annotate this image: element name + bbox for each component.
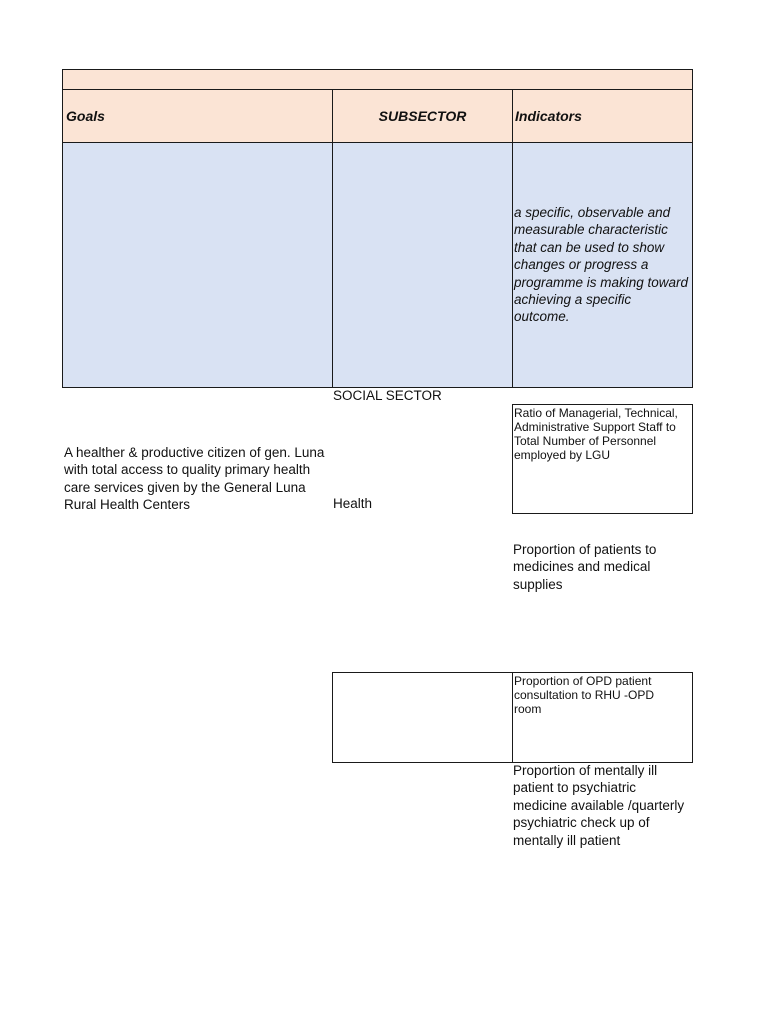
indicators-definition-text: a specific, observable and measurable characteristic that can be used to show changes or progress a programme is making toward achieving a specific outcome. [514, 205, 689, 325]
goals-definition-cell [62, 142, 333, 388]
table-title-row [62, 69, 693, 90]
empty-subsector-cell [332, 672, 513, 763]
subsector-definition-cell [332, 142, 513, 388]
goals-header [62, 89, 333, 143]
subsector-header [332, 89, 513, 143]
indicators-header-label: Indicators [515, 108, 582, 124]
goals-header-label: Goals [66, 108, 105, 124]
goal-text: A healther & productive citizen of gen. Luna with total access to quality primary health care services given by the General Luna Rural Health Centers [64, 445, 325, 513]
indicator-text-2: Proportion of patients to medicines and medical supplies [513, 542, 657, 592]
indicator-text-4: Proportion of mentally ill patient to psychiatric medicine available /quarterly psychiatric check up of mentally ill patient [513, 763, 685, 848]
indicators-definition-cell [512, 142, 693, 388]
indicator-text-1: Ratio of Managerial, Technical, Administrative Support Staff to Total Number of Personnel employed by LGU [514, 406, 678, 462]
subsector-health: Health [333, 496, 373, 511]
indicator-box-3 [512, 672, 693, 763]
subsector-header-label: SUBSECTOR [378, 108, 467, 124]
indicators-header [512, 89, 693, 143]
sector-label: SOCIAL SECTOR [333, 388, 442, 403]
indicator-text-3: Proportion of OPD patient consultation to RHU -OPD room [514, 674, 655, 716]
indicator-box-1 [512, 404, 693, 514]
